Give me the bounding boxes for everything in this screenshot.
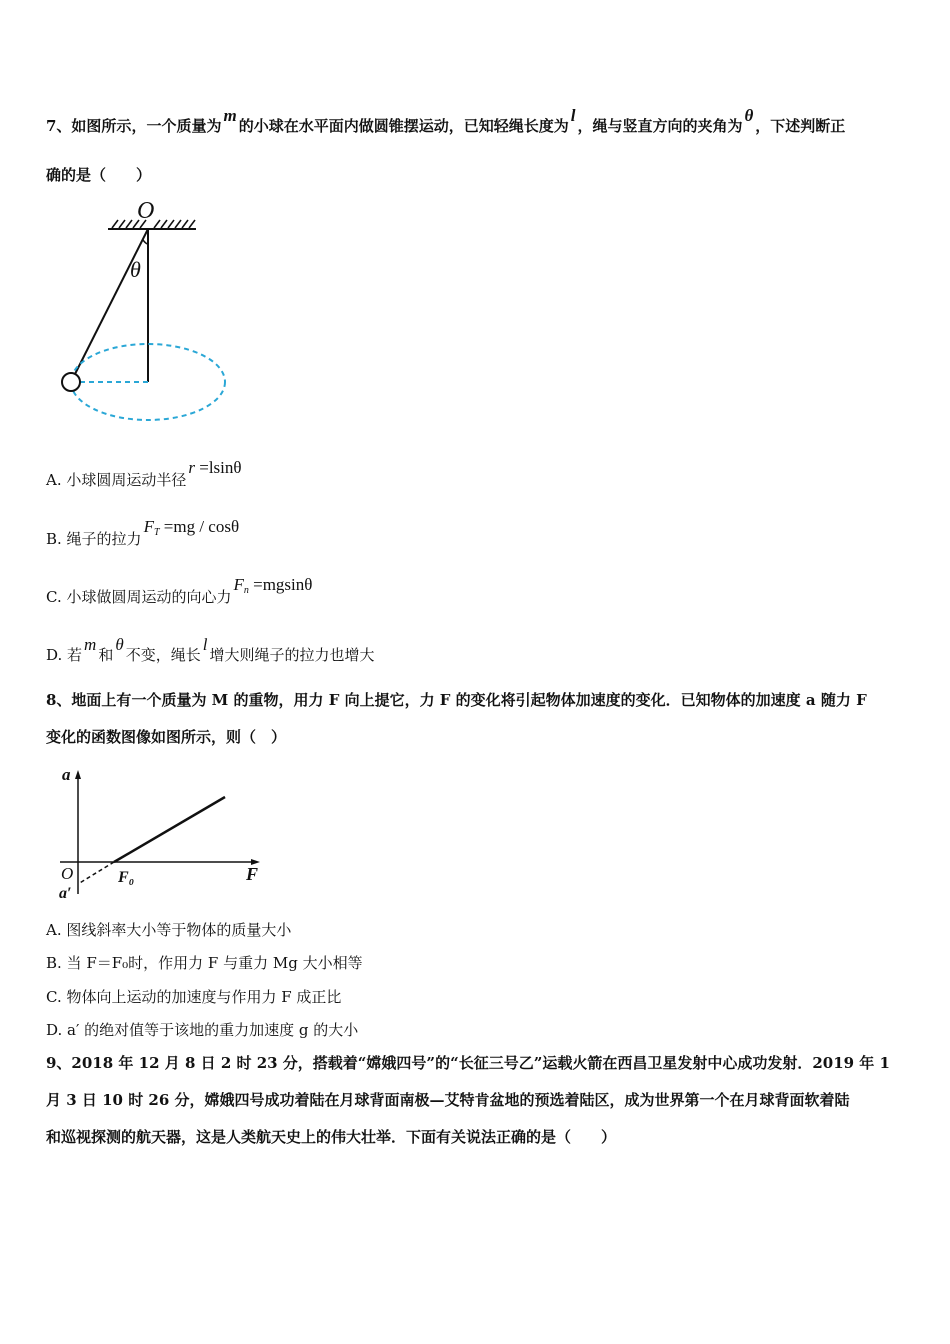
- string: [72, 229, 148, 380]
- q9-stem-line2: 月 3 日 10 时 26 分，嫦娥四号成功着陆在月球背面南极—艾特肯盆地的预选着陆区，成为世界第一个在月球背面软着陆: [46, 1091, 850, 1109]
- q8-option-C: C. 物体向上运动的加速度与作用力 F 成正比: [46, 988, 342, 1006]
- label-a: a: [62, 766, 71, 784]
- q7-option-A-formula: r =lsinθ: [188, 458, 242, 477]
- label-O-origin: O: [61, 864, 74, 883]
- q7-symbol-m: m: [223, 106, 237, 125]
- q7-text-part1: 7、如图所示，一个质量为: [46, 117, 222, 135]
- q7-symbol-theta: θ: [744, 106, 754, 125]
- q7-symbol-l: l: [570, 106, 576, 125]
- graph-dashed-extension: [78, 862, 114, 884]
- label-a-prime: a′: [59, 885, 72, 902]
- a-axis-arrow: [75, 770, 81, 779]
- label-O: O: [137, 198, 155, 224]
- q7-stem-line1: [46, 106, 846, 136]
- q7-text-part4: ，下述判断正: [755, 117, 846, 135]
- q8-option-B: B. 当 F＝F₀时，作用力 F 与重力 Mg 大小相等: [46, 954, 363, 972]
- q7-conical-pendulum-figure: [50, 192, 240, 427]
- q8-stem-line1: 8、地面上有一个质量为 M 的重物，用力 F 向上提它，力 F 的变化将引起物体加速度的变化．已知物体的加速度 a 随力 F: [46, 691, 867, 709]
- q7-option-A: A. 小球圆周运动半径r =lsinθ: [46, 458, 242, 489]
- ball: [62, 373, 80, 391]
- q9-stem-line1: 9、2018 年 12 月 8 日 2 时 23 分，搭载着“嫦娥四号”的“长征三号乙”运载火箭在西昌卫星发射中心成功发射．2019 年 1: [46, 1054, 890, 1072]
- q8-stem-line2: 变化的函数图像如图所示，则（ ）: [46, 728, 287, 746]
- q9-stem-line3: 和巡视探测的航天器，这是人类航天史上的伟大壮举．下面有关说法正确的是（ ）: [46, 1128, 617, 1146]
- label-F0: F₀: [118, 869, 135, 886]
- label-F: F: [246, 864, 259, 884]
- q7-option-B: B. 绳子的拉力$F_T =mg / \cos\theta$: [46, 517, 240, 548]
- q8-option-D: D. a′ 的绝对值等于该地的重力加速度 g 的大小: [46, 1021, 359, 1039]
- q8-a-vs-F-graph: [50, 766, 275, 906]
- q7-option-C: C. 小球做圆周运动的向心力$F_n =mgsin\theta$: [46, 575, 313, 606]
- label-theta: θ: [130, 257, 141, 282]
- q8-option-A: A. 图线斜率大小等于物体的质量大小: [46, 921, 292, 939]
- q7-option-C-formula: $F_n =mgsin\theta$: [233, 575, 313, 596]
- q7-stem-line2: 确的是（ ）: [46, 166, 152, 184]
- q7-text-part2: 的小球在水平面内做圆锥摆运动，已知轻绳长度为: [238, 117, 569, 135]
- q7-option-D: D. 若m和θ不变，绳长l增大则绳子的拉力也增大: [46, 635, 375, 664]
- graph-line: [114, 797, 225, 862]
- q7-text-part3: ，绳与竖直方向的夹角为: [577, 117, 743, 135]
- q7-option-B-formula: $F_T =mg / \cos\theta$: [143, 517, 240, 538]
